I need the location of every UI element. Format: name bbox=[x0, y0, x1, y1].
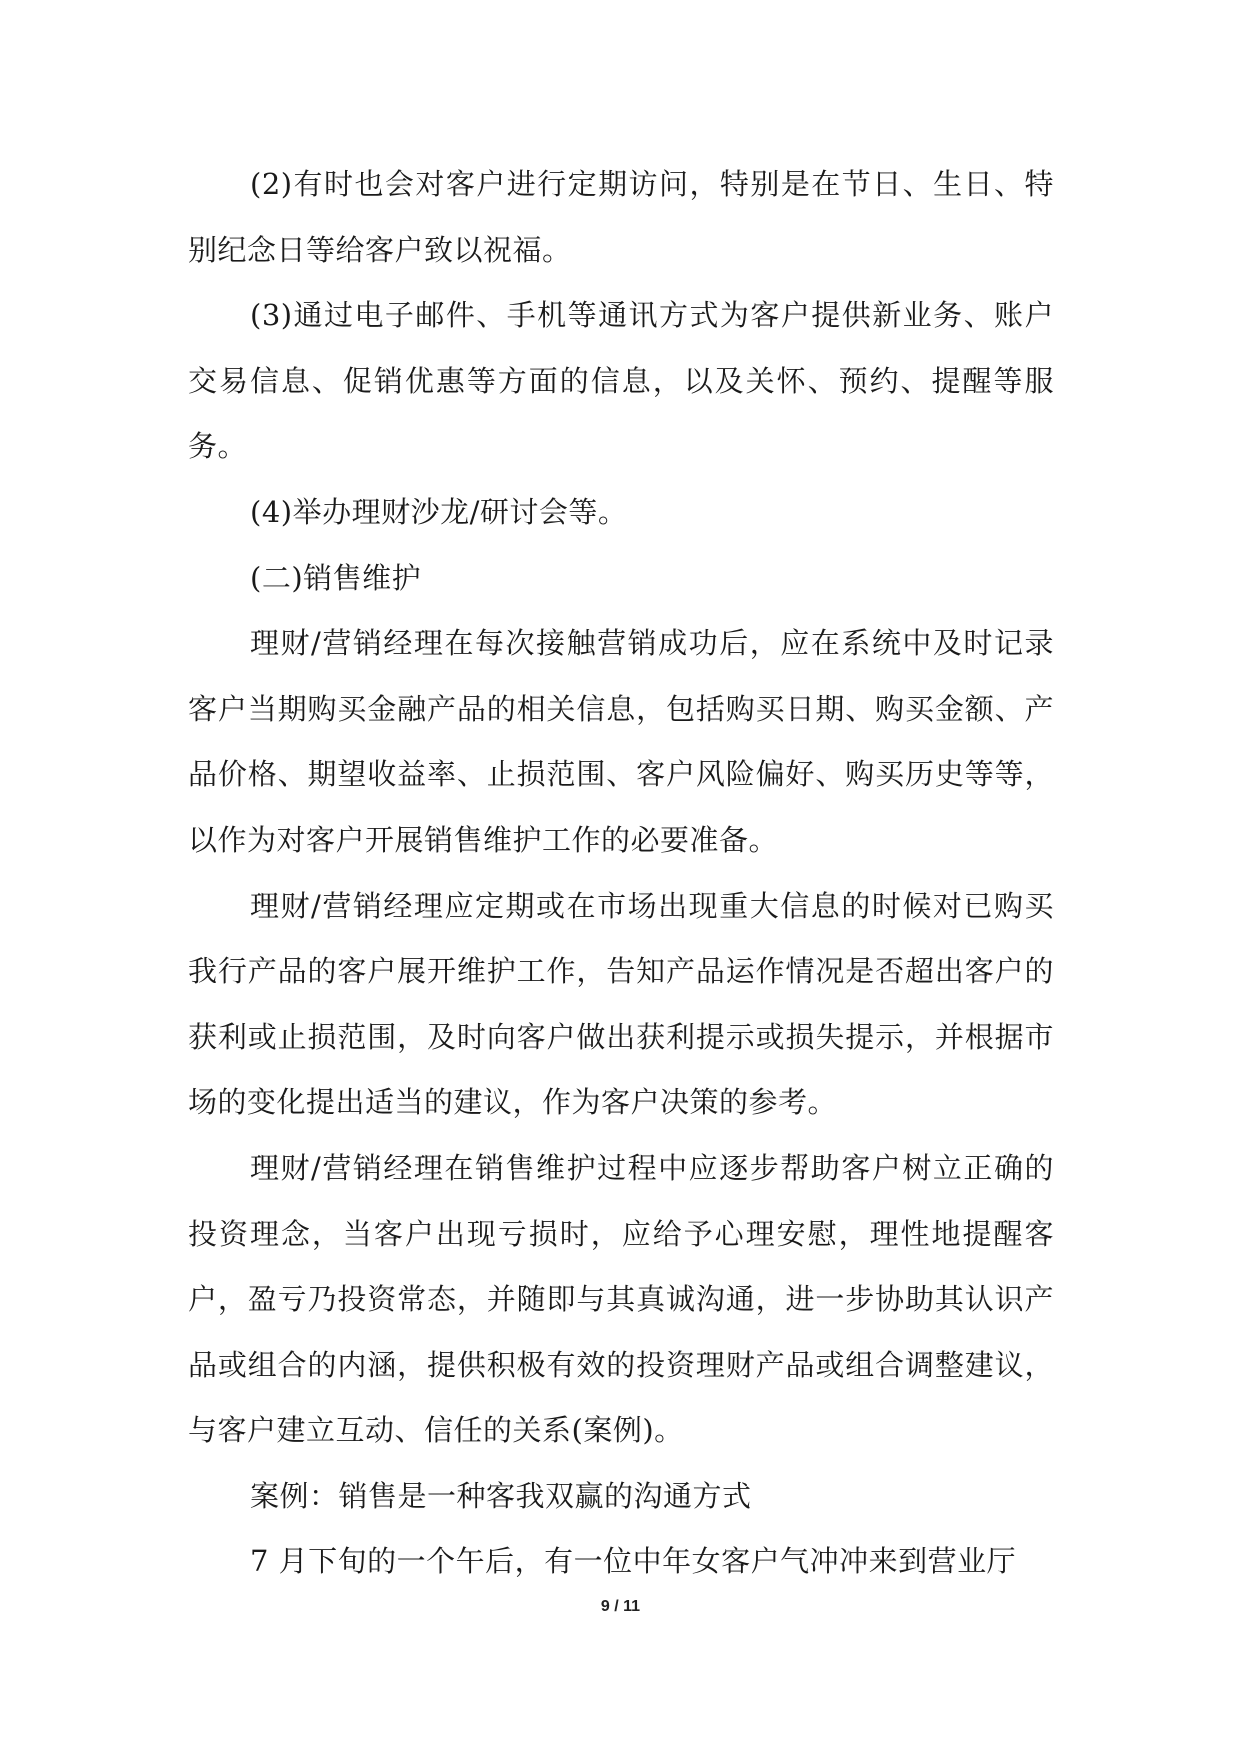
paragraph-regular-maintenance: 理财/营销经理应定期或在市场出现重大信息的时候对已购买我行产品的客户展开维护工作，告知产品运作情况是否超出客户的获利或止损范围，及时向客户做出获利提示或损失提示，并根据市场的变化提出适当的建议，作为客户决策的参考。 bbox=[188, 888, 1054, 1120]
paragraph-salon: (4)举办理财沙龙/研讨会等。 bbox=[250, 494, 628, 529]
paragraph-record-info: 理财/营销经理在每次接触营销成功后，应在系统中及时记录客户当期购买金融产品的相关信息，包括购买日期、购买金额、产品价格、期望收益率、止损范围、客户风险偏好、购买历史等等，以作为对客户开展销售维护工作的必要准备。 bbox=[188, 626, 1054, 857]
paragraph-case-start: 7 月下旬的一个午后，有一位中年女客户气冲冲来到营业厅 bbox=[250, 1544, 1017, 1579]
document-body bbox=[188, 152, 1054, 1595]
paragraph-communication-services: (3)通过电子邮件、手机等通讯方式为客户提供新业务、账户交易信息、促销优惠等方面的信息，以及关怀、预约、提醒等服务。 bbox=[188, 298, 1054, 464]
case-heading: 案例：销售是一种客我双赢的沟通方式 bbox=[250, 1478, 752, 1513]
paragraph-regular-visit: (2)有时也会对客户进行定期访问，特别是在节日、生日、特别纪念日等给客户致以祝福。 bbox=[188, 167, 1054, 267]
paragraph-investment-concept: 理财/营销经理在销售维护过程中应逐步帮助客户树立正确的投资理念，当客户出现亏损时，应给予心理安慰，理性地提醒客户，盈亏乃投资常态，并随即与其真诚沟通，进一步协助其认识产品或组合的内涵，提供积极有效的投资理财产品或组合调整建议，与客户建立互动、信任的关系(案例)。 bbox=[188, 1150, 1054, 1448]
section-heading-sales-maintenance: (二)销售维护 bbox=[250, 560, 422, 595]
page-number: 9 / 11 bbox=[600, 1598, 641, 1615]
